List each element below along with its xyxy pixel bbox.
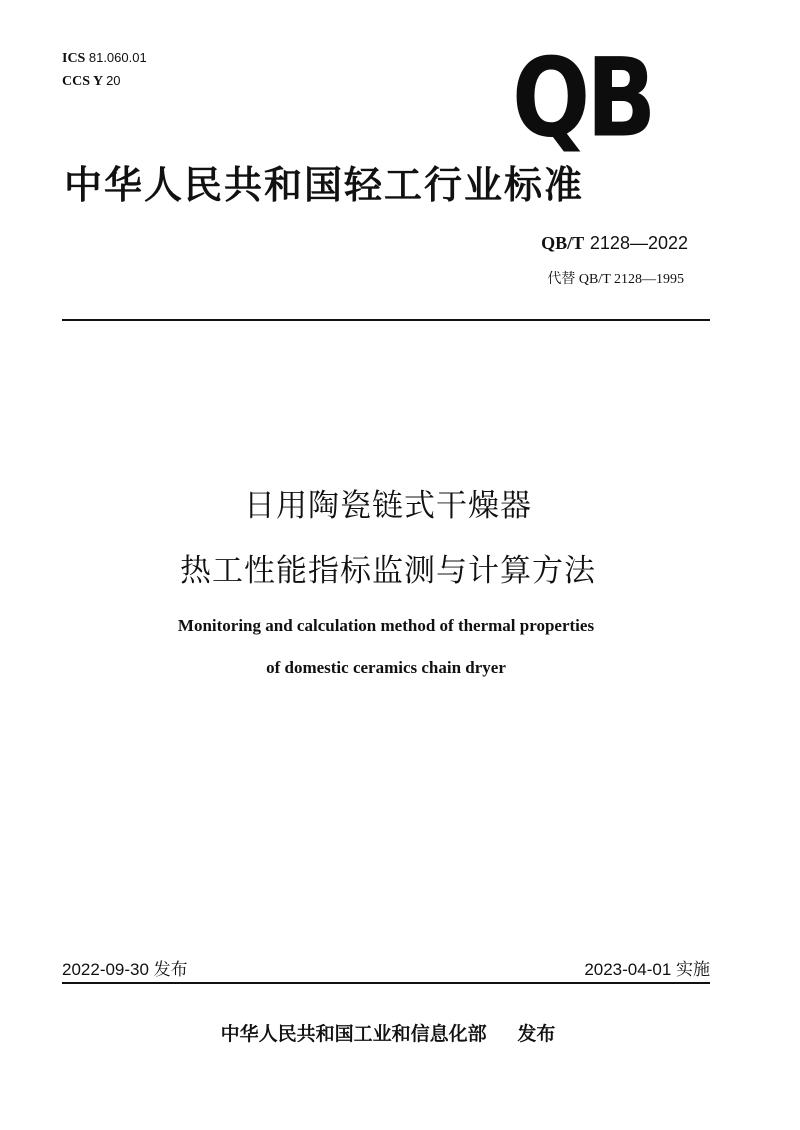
effective-date: 2023-04-01 实施 bbox=[584, 960, 710, 979]
publish-date: 2022-09-30 发布 bbox=[62, 960, 188, 979]
title-en-line2: of domestic ceramics chain dryer bbox=[266, 658, 506, 677]
top-divider bbox=[62, 319, 710, 321]
standard-number-value: 2128—2022 bbox=[589, 233, 688, 253]
issuer-action: 发布 bbox=[517, 1023, 556, 1045]
standard-number-prefix: QB/T bbox=[541, 233, 585, 253]
standard-category-title: 中华人民共和国轻工行业标准 bbox=[64, 163, 585, 207]
standard-number bbox=[541, 233, 688, 254]
ics-code bbox=[62, 47, 147, 70]
qb-logo: QB bbox=[512, 35, 653, 162]
title-cn-line2: 热工性能指标监测与计算方法 bbox=[180, 553, 596, 589]
ics-value: 81.060.01 bbox=[88, 50, 147, 65]
ccs-code bbox=[62, 70, 147, 93]
ics-label: ICS bbox=[62, 51, 86, 66]
title-en-line1: Monitoring and calculation method of thermal properties bbox=[177, 616, 595, 635]
classification-codes bbox=[62, 47, 147, 93]
bottom-divider bbox=[62, 982, 710, 984]
ccs-label: CCS Y bbox=[62, 74, 103, 89]
issuer-name: 中华人民共和国工业和信息化部 bbox=[220, 1023, 487, 1045]
replaces-standard: 代替 QB/T 2128—1995 bbox=[547, 272, 684, 287]
title-cn-line1: 日用陶瓷链式干燥器 bbox=[244, 488, 532, 524]
ccs-value: 20 bbox=[106, 73, 121, 88]
issuing-authority bbox=[0, 1019, 776, 1046]
